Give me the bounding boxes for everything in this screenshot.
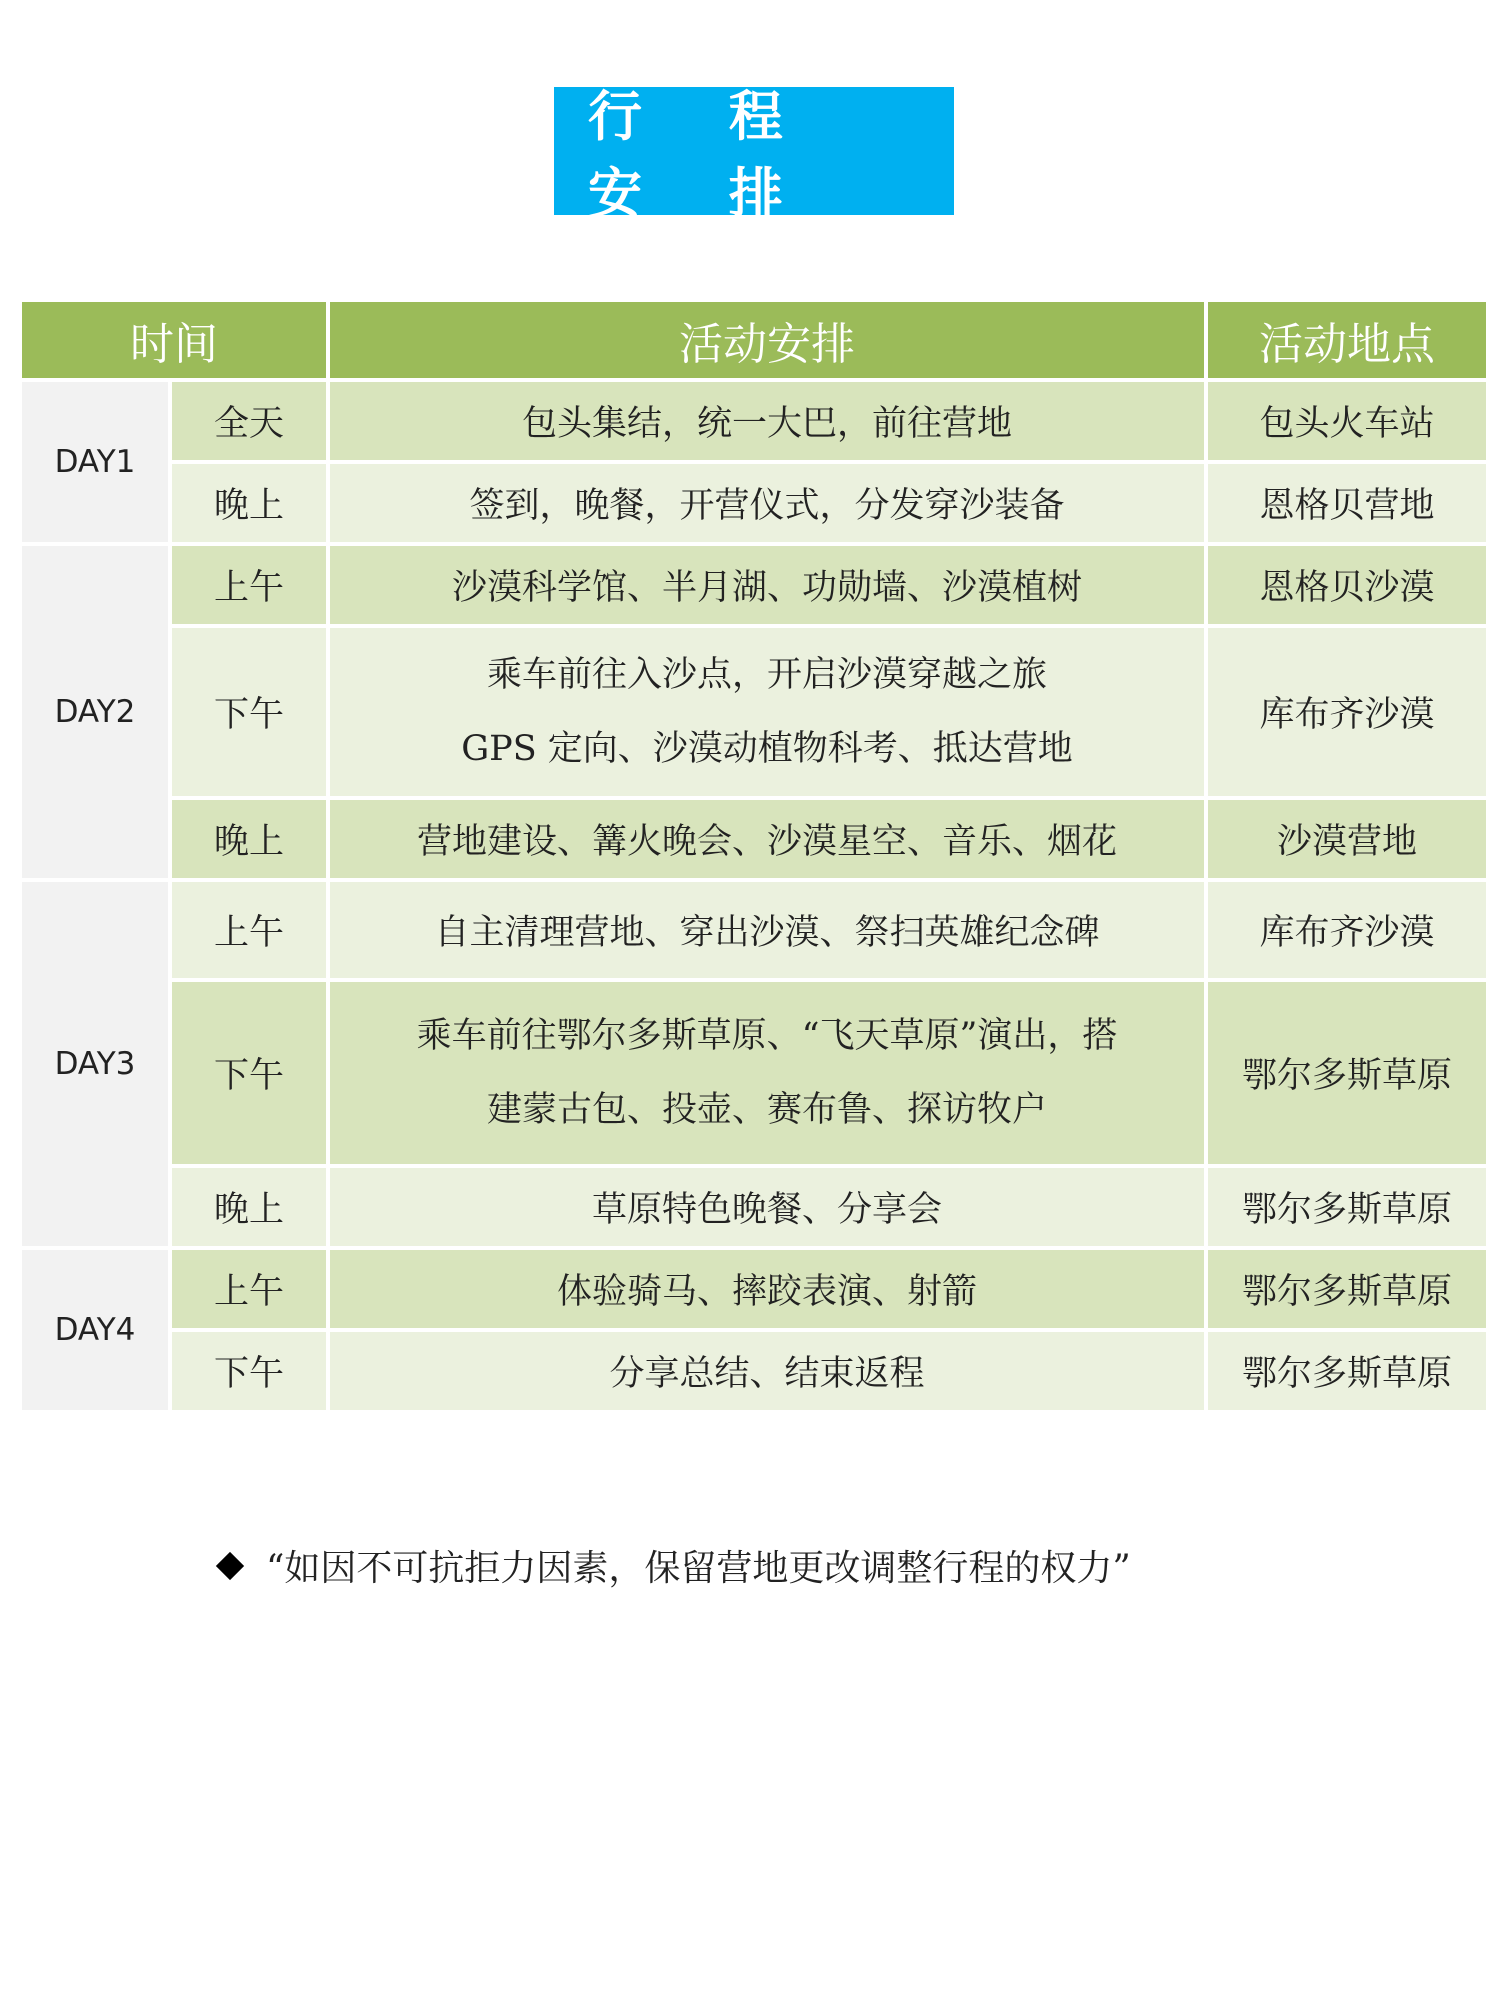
activity-line: 自主清理营地、穿出沙漠、祭扫英雄纪念碑 (434, 913, 1100, 953)
day-label: DAY1 (22, 382, 168, 542)
period-cell: 晚上 (172, 800, 326, 878)
period-cell: 上午 (172, 546, 326, 624)
period-cell: 下午 (172, 628, 326, 796)
location-cell: 沙漠营地 (1208, 800, 1486, 878)
location-cell: 库布齐沙漠 (1208, 882, 1486, 978)
location-cell: 鄂尔多斯草原 (1208, 1168, 1486, 1246)
period-cell: 下午 (172, 1332, 326, 1410)
schedule-row (22, 1168, 1486, 1246)
schedule-row (22, 982, 1486, 1164)
period-cell: 晚上 (172, 1168, 326, 1246)
activity-line: 沙漠科学馆、半月湖、功勋墙、沙漠植树 (451, 568, 1082, 608)
activity-cell (330, 1168, 1204, 1246)
schedule-row (22, 1250, 1486, 1328)
header-time: 时间 (22, 302, 326, 378)
day-label: DAY4 (22, 1250, 168, 1410)
period-cell: 晚上 (172, 464, 326, 542)
activity-line: GPS 定向、沙漠动植物科考、抵达营地 (461, 729, 1073, 769)
schedule-row (22, 800, 1486, 878)
activity-cell (330, 982, 1204, 1164)
activity-line: 建蒙古包、投壶、赛布鲁、探访牧户 (486, 1090, 1047, 1130)
activity-cell (330, 1250, 1204, 1328)
day-label: DAY3 (22, 882, 168, 1246)
activity-line: 乘车前往入沙点，开启沙漠穿越之旅 (486, 655, 1047, 695)
activity-cell (330, 628, 1204, 796)
activity-cell (330, 800, 1204, 878)
activity-cell (330, 882, 1204, 978)
schedule-row (22, 628, 1486, 796)
period-cell: 全天 (172, 382, 326, 460)
activity-line: 草原特色晚餐、分享会 (591, 1190, 942, 1230)
period-cell: 上午 (172, 1250, 326, 1328)
disclaimer-text: “如因不可抗拒力因素，保留营地更改调整行程的权力” (266, 1548, 1131, 1589)
schedule-body (22, 382, 1486, 1410)
header-location: 活动地点 (1208, 302, 1486, 378)
header-activity: 活动安排 (330, 302, 1204, 378)
location-cell: 鄂尔多斯草原 (1208, 1250, 1486, 1328)
location-cell: 鄂尔多斯草原 (1208, 1332, 1486, 1410)
schedule-row (22, 464, 1486, 542)
activity-line: 营地建设、篝火晚会、沙漠星空、音乐、烟花 (416, 822, 1117, 862)
activity-line: 分享总结、结束返程 (609, 1354, 925, 1394)
activity-cell (330, 1332, 1204, 1410)
schedule-row (22, 882, 1486, 978)
location-cell: 恩格贝营地 (1208, 464, 1486, 542)
activity-line: 包头集结，统一大巴，前往营地 (521, 404, 1012, 444)
location-cell: 鄂尔多斯草原 (1208, 982, 1486, 1164)
page-title: 行 程 安 排 (588, 85, 817, 225)
activity-cell (330, 464, 1204, 542)
schedule-table (18, 298, 1490, 1414)
schedule-row (22, 382, 1486, 460)
activity-cell (330, 546, 1204, 624)
location-cell: 恩格贝沙漠 (1208, 546, 1486, 624)
disclaimer-note (220, 1540, 1131, 1591)
day-label: DAY2 (22, 546, 168, 878)
location-cell: 包头火车站 (1208, 382, 1486, 460)
title-banner (554, 85, 954, 225)
activity-line: 体验骑马、摔跤表演、射箭 (556, 1272, 977, 1312)
schedule-row (22, 546, 1486, 624)
schedule-row (22, 1332, 1486, 1410)
activity-line: 签到，晚餐，开营仪式，分发穿沙装备 (469, 486, 1065, 526)
activity-cell (330, 382, 1204, 460)
activity-line: 乘车前往鄂尔多斯草原、“飞天草原”演出，搭 (416, 1016, 1118, 1056)
period-cell: 下午 (172, 982, 326, 1164)
diamond-bullet-icon (216, 1551, 244, 1579)
header-row (22, 302, 1486, 378)
period-cell: 上午 (172, 882, 326, 978)
location-cell: 库布齐沙漠 (1208, 628, 1486, 796)
